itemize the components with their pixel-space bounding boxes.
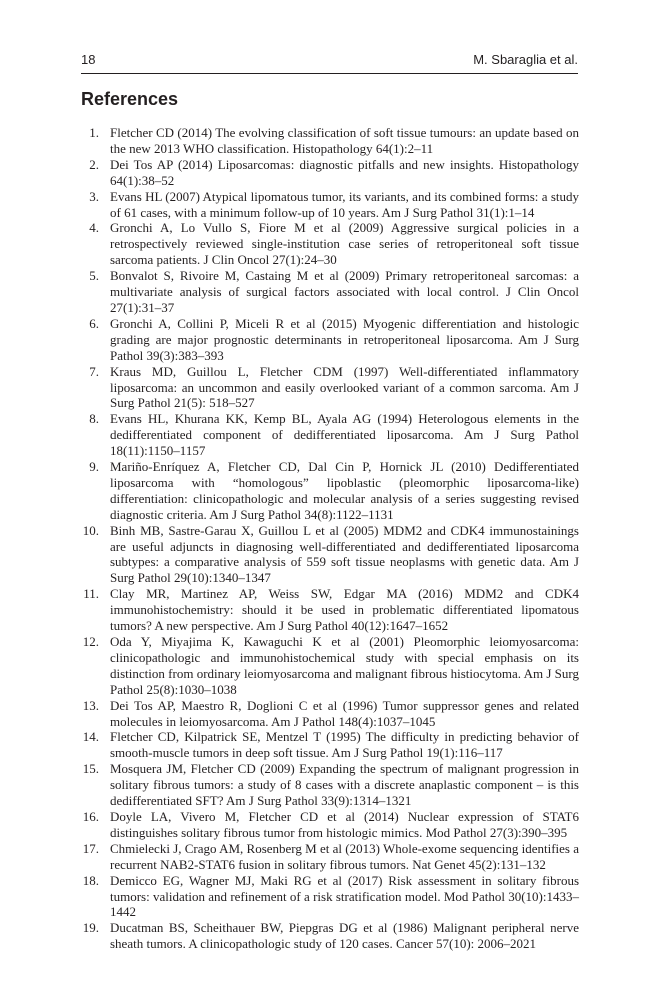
reference-text: Dei Tos AP (2014) Liposarcomas: diagnostic pitfalls and new insights. Histopathology 64(1):38–52 (110, 156, 579, 188)
reference-number: 3. (89, 188, 99, 204)
reference-text: Demicco EG, Wagner MJ, Maki RG et al (2017) Risk assessment in solitary fibrous tumors: validation and refinement of a risk stratification model. Mod Pathol 30(10):1433–1442 (110, 872, 579, 920)
reference-item (81, 841, 579, 873)
page-header (81, 52, 578, 70)
reference-item (81, 523, 579, 587)
reference-item (81, 761, 579, 809)
reference-text: Oda Y, Miyajima K, Kawaguchi K et al (2001) Pleomorphic leiomyosarcoma: clinicopathologic and immunohistochemical study with special emphasis on its distinction from ordinary leiomyosarcoma and malignant fibrous histiocytoma. Am J Surg Pathol 25(8):1030–1038 (110, 634, 579, 697)
reference-number: 18. (82, 872, 99, 888)
reference-text: Evans HL (2007) Atypical lipomatous tumor, its variants, and its combined forms: a study of 61 cases, with a minimum follow-up of 10 years. Am J Surg Pathol 31(1):1–14 (110, 188, 579, 220)
reference-item (81, 586, 579, 634)
reference-item (81, 364, 579, 412)
reference-text: Doyle LA, Vivero M, Fletcher CD et al (2014) Nuclear expression of STAT6 distinguishes solitary fibrous tumor from histologic mimics. Mod Pathol 27(3):390–395 (110, 808, 579, 840)
reference-list (81, 125, 579, 952)
reference-item (81, 125, 579, 157)
reference-item (81, 729, 579, 761)
reference-number: 5. (89, 268, 99, 284)
reference-item (81, 157, 579, 189)
reference-number: 16. (82, 808, 99, 824)
reference-number: 14. (82, 729, 99, 745)
header-rule (81, 73, 578, 74)
reference-number: 10. (82, 522, 99, 538)
reference-number: 7. (89, 363, 99, 379)
reference-item (81, 268, 579, 316)
reference-text: Fletcher CD (2014) The evolving classification of soft tissue tumours: an update based on the new 2013 WHO classification. Histopathology 64(1):2–11 (110, 125, 579, 156)
reference-text: Gronchi A, Lo Vullo S, Fiore M et al (2009) Aggressive surgical policies in a retrospectively reviewed single-institution case series of retroperitoneal soft tissue sarcoma patients. J Clin Oncol 27(1):24–30 (110, 220, 579, 268)
reference-text: Gronchi A, Collini P, Miceli R et al (2015) Myogenic differentiation and histologic grading are major prognostic determinants in retroperitoneal liposarcoma. Am J Surg Pathol 39(3):383–393 (110, 315, 579, 363)
reference-item (81, 459, 579, 523)
reference-number: 11. (83, 586, 99, 602)
reference-item (81, 920, 579, 952)
reference-number: 12. (82, 634, 99, 649)
reference-item (81, 411, 579, 459)
reference-number: 2. (89, 156, 99, 172)
reference-number: 15. (82, 761, 99, 777)
reference-number: 4. (89, 220, 99, 236)
reference-text: Clay MR, Martinez AP, Weiss SW, Edgar MA (2016) MDM2 and CDK4 immunohistochemistry: should it be used in problematic differentiated lipomatous tumors? A new perspective. Am J Surg Pathol 40(12):1647–1652 (110, 586, 579, 634)
reference-item (81, 634, 579, 698)
reference-text: Dei Tos AP, Maestro R, Doglioni C et al (1996) Tumor suppressor genes and related molecules in leiomyosarcoma. Am J Pathol 148(4):1037–1045 (110, 697, 579, 729)
reference-text: Fletcher CD, Kilpatrick SE, Mentzel T (1995) The difficulty in predicting behavior of smooth-muscle tumors in deep soft tissue. Am J Surg Pathol 19(1):116–117 (110, 729, 579, 761)
reference-item (81, 873, 579, 921)
reference-number: 6. (89, 315, 99, 331)
reference-text: Mosquera JM, Fletcher CD (2009) Expanding the spectrum of malignant progression in solitary fibrous tumors: a study of 8 cases with a discrete anaplastic component – is this dedifferentiated SFT? Am J Surg Pathol 33(9):1314–1321 (110, 761, 579, 809)
reference-number: 13. (82, 697, 99, 713)
reference-number: 1. (89, 125, 99, 140)
reference-item (81, 220, 579, 268)
reference-text: Chmielecki J, Crago AM, Rosenberg M et al (2013) Whole-exome sequencing identifies a recurrent NAB2-STAT6 fusion in solitary fibrous tumors. Nat Genet 45(2):131–132 (110, 840, 579, 872)
reference-text: Mariño-Enríquez A, Fletcher CD, Dal Cin P, Hornick JL (2010) Dedifferentiated liposarcoma with “homologous” lipoblastic (pleomorphic liposarcoma-like) differentiation: clinicopathologic and molecular analysis of a series suggesting revised diagnostic criteria. Am J Surg Pathol 34(8):1122–1131 (110, 459, 579, 522)
reference-text: Binh MB, Sastre-Garau X, Guillou L et al (2005) MDM2 and CDK4 immunostainings are useful adjuncts in diagnosing well-differentiated and dedifferentiated liposarcoma subtypes: a comparative analysis of 559 soft tissue neoplasms with genetic data. Am J Surg Pathol 29(10):1340–1347 (110, 522, 579, 586)
reference-number: 17. (82, 840, 99, 856)
reference-number: 9. (89, 459, 99, 475)
section-title: References (81, 89, 179, 109)
reference-text: Kraus MD, Guillou L, Fletcher CDM (1997) Well-differentiated inflammatory liposarcoma: an uncommon and easily overlooked variant of a common sarcoma. Am J Surg Pathol 21(5): 518–527 (110, 363, 579, 411)
reference-item (81, 698, 579, 730)
reference-number: 19. (82, 920, 99, 936)
reference-item (81, 809, 579, 841)
running-head: M. Sbaraglia et al. (473, 52, 578, 67)
page-number: 18 (81, 52, 96, 67)
reference-item (81, 189, 579, 221)
reference-text: Ducatman BS, Scheithauer BW, Piepgras DG et al (1986) Malignant peripheral nerve sheath tumors. A clinicopathologic study of 120 cases. Cancer 57(10): 2006–2021 (110, 920, 579, 952)
reference-text: Evans HL, Khurana KK, Kemp BL, Ayala AG (1994) Heterologous elements in the dedifferentiated component of dedifferentiated liposarcoma. Am J Surg Pathol 18(11):1150–1157 (110, 411, 579, 459)
reference-text: Bonvalot S, Rivoire M, Castaing M et al (2009) Primary retroperitoneal sarcomas: a multivariate analysis of surgical factors associated with local control. J Clin Oncol 27(1):31–37 (110, 268, 579, 315)
reference-number: 8. (89, 411, 99, 427)
reference-item (81, 316, 579, 364)
